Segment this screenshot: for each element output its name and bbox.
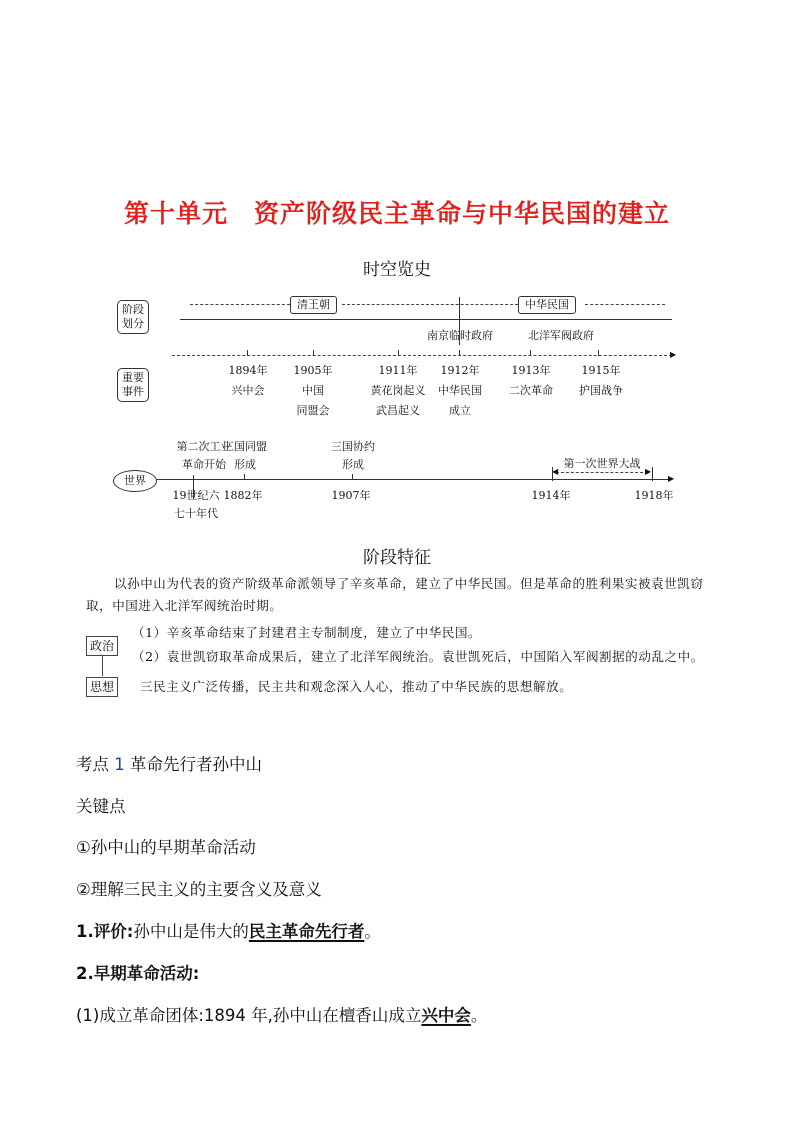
kaodian-heading	[76, 751, 262, 775]
qing-roc-dashed-line	[342, 304, 518, 305]
event-text: 成立	[449, 404, 471, 417]
world-year-1914: 1914年	[531, 489, 571, 502]
key-point-2: ②理解三民主义的主要含义及意义	[76, 880, 322, 899]
row-label-stage-line2: 划分	[122, 317, 144, 330]
event-text: 同盟会	[296, 404, 330, 417]
qing-dashed-line-left	[190, 304, 290, 305]
period-qing: 清王朝	[290, 296, 337, 314]
tag-connector	[102, 656, 103, 676]
world-year-1882: 1882年	[223, 489, 263, 502]
evaluation-end: 。	[364, 922, 381, 941]
paragraph-revolutionary-group	[76, 1002, 487, 1026]
event-1915	[579, 361, 623, 401]
row-label-stage	[117, 300, 149, 334]
event-year: 1894年	[228, 364, 268, 377]
unit-title: 第十单元 资产阶级民主革命与中华民国的建立	[123, 199, 670, 228]
event-year: 1905年	[293, 364, 333, 377]
evaluation-emphasis: 民主革命先行者	[248, 922, 365, 941]
event-year: 1915年	[581, 364, 621, 377]
world-year-1918: 1918年	[634, 489, 674, 502]
stage-heading: 阶段特征	[363, 548, 431, 568]
event-text: 中国	[302, 384, 324, 397]
world-event-text: 形成	[342, 458, 364, 471]
world-year-text: 19世纪六	[172, 489, 220, 502]
group-end: 。	[470, 1006, 488, 1025]
period-beiyang: 北洋军阀政府	[528, 329, 594, 342]
evaluation-text: 孙中山是伟大的	[133, 922, 249, 941]
row-label-events-line2: 事件	[122, 385, 144, 398]
event-text: 武昌起义	[376, 404, 420, 417]
politics-item-1: （1）辛亥革命结束了封建君主专制制度，建立了中华民国。	[132, 625, 482, 640]
thought-text: 三民主义广泛传播，民主共和观念深入人心，推动了中华民族的思想解放。	[140, 679, 573, 694]
event-1894	[229, 361, 268, 401]
event-1911	[371, 361, 426, 421]
events-axis-arrow-icon: ▶	[670, 350, 677, 359]
world-axis-arrow-icon: ▶	[668, 474, 675, 483]
ww1-span-line	[556, 472, 648, 473]
event-1913	[509, 361, 553, 401]
tick-1912	[459, 350, 460, 356]
stage-solid-line	[180, 319, 672, 320]
event-year: 1913年	[511, 364, 551, 377]
tick-1894	[247, 350, 248, 356]
world-tick-1918	[652, 467, 653, 481]
world-year-1860s	[173, 487, 220, 523]
group-text: (1)成立革命团体:1894 年,孙中山在檀香山成立	[76, 1006, 422, 1025]
event-year: 1912年	[440, 364, 480, 377]
world-event-text: 形成	[234, 458, 256, 471]
world-event-text: 革命开始	[182, 458, 226, 471]
world-event-triple-entente	[331, 438, 375, 474]
event-1905	[294, 361, 333, 421]
timeline-heading: 时空览史	[363, 260, 431, 280]
world-event-text: 三国同盟	[223, 440, 267, 453]
tick-1915	[598, 350, 599, 356]
kaodian-title: 革命先行者孙中山	[124, 755, 262, 774]
evaluation-label: 1.评价:	[76, 922, 134, 941]
world-year-text: 七十年代	[174, 507, 218, 520]
world-event-triple-alliance	[223, 438, 267, 474]
paragraph-early-activities: 2.早期革命活动:	[76, 964, 200, 983]
key-points-label: 关键点	[76, 797, 126, 816]
event-1912	[438, 361, 482, 421]
world-event-text: 三国协约	[331, 440, 375, 453]
tick-1911	[398, 350, 399, 356]
event-text: 兴中会	[231, 384, 265, 397]
kaodian-prefix: 考点	[76, 755, 115, 774]
period-roc: 中华民国	[518, 296, 576, 314]
politics-item-2: （2）袁世凯窃取革命成果后，建立了北洋军阀统治。袁世凯死后，中国陷入军阀割据的动乱之中。	[132, 649, 704, 664]
paragraph-evaluation	[76, 918, 381, 942]
world-tick-1882	[244, 474, 245, 480]
event-year: 1911年	[378, 364, 418, 377]
event-text: 二次革命	[509, 384, 553, 397]
event-text: 中华民国	[438, 384, 482, 397]
world-axis	[157, 479, 670, 480]
tick-1905	[313, 350, 314, 356]
row-label-stage-line1: 阶段	[122, 303, 144, 316]
period-nanjing: 南京临时政府	[427, 329, 493, 342]
kaodian-number: 1	[114, 755, 125, 774]
key-point-1: ①孙中山的早期革命活动	[76, 838, 256, 857]
world-year-1907: 1907年	[331, 489, 371, 502]
tick-1913	[530, 350, 531, 356]
roc-dashed-line-right	[585, 304, 665, 305]
world-tick-1907	[352, 474, 353, 480]
event-text: 黄花岗起义	[370, 384, 426, 397]
group-emphasis: 兴中会	[421, 1006, 471, 1025]
thought-tag: 思想	[86, 677, 118, 697]
stage-intro: 以孙中山为代表的资产阶级革命派领导了辛亥革命，建立了中华民国。但是革命的胜利果实被袁世凯窃取，中国进入北洋军阀统治时期。	[86, 576, 704, 613]
world-event-ww1: 第一次世界大战	[563, 457, 641, 470]
ww1-left-arrow-icon: ◀	[552, 467, 559, 476]
row-label-world: 世界	[113, 470, 157, 492]
world-event-text: 第二次工业	[176, 440, 232, 453]
event-text: 护国战争	[579, 384, 623, 397]
ww1-right-arrow-icon: ▶	[645, 467, 652, 476]
row-label-events-line1: 重要	[122, 371, 144, 384]
row-label-events	[117, 368, 149, 402]
politics-tag: 政治	[86, 636, 118, 656]
